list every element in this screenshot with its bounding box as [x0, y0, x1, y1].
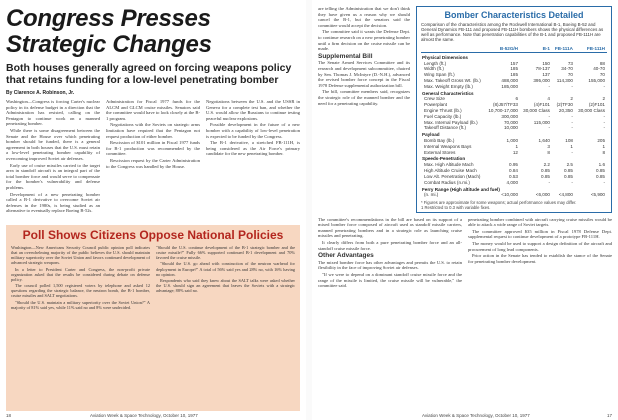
paragraph: The bill, committee members said, recognizes the strategic role of the manned bomber and the need for a penetrating capability.: [318, 89, 410, 106]
paragraph: "If we were to depend on a dominant standoff cruise missile force and the range of the missile is limited, the cruise missile will be vulnerable," the committee said.: [318, 272, 462, 289]
table-cell: 0.84: [509, 168, 518, 174]
table-cell: 0.95: [509, 162, 518, 168]
right-top-row: [318, 6, 612, 213]
paragraph: The mixed bomber force has other advantages and permits the U.S. to retain flexibility in the face of improving Soviet air defenses.: [318, 259, 462, 271]
table-cell: 0.85: [596, 168, 605, 174]
table-cell: 185,000: [501, 83, 518, 89]
group-label: General Characteristics: [422, 90, 474, 96]
table-cell: 185: [510, 72, 518, 78]
row-label: Wing Span (ft.): [424, 72, 455, 78]
table-cell: 4: [547, 96, 550, 102]
table-cell: 137: [542, 72, 550, 78]
paragraph: The committee's recommendations in the bill are based on its support of a mixed bomber force composed of aircraft used as standoff missile carriers, manned penetrating bombers and in a strategic role as launching cruise missiles and penetrating.: [318, 216, 462, 239]
table-cell: 1,000: [506, 138, 518, 144]
table-cell: 73: [567, 60, 573, 66]
table-cell: 6: [515, 96, 518, 102]
paragraph: It clearly differs from both a pure penetrating bomber force and an all-standoff cruise missile force.: [318, 240, 462, 251]
poll-columns: [11, 245, 295, 311]
table-cell: 8: [547, 149, 550, 155]
paragraph: Respondents who said they knew about the SALT talks were asked whether the U.S. should sign an agreement that leaves the Soviets with a strategic advantage; 88% said no.: [156, 277, 295, 294]
table-cell: 155,000: [588, 78, 605, 83]
row-label: Max. Internal Payload (lb.): [424, 119, 478, 125]
paragraph: are telling the Administration that we don't think they have given us a reason why we should cancel the B-1, but the senators said the committee would accept the decision.: [318, 6, 410, 28]
paragraph: Development of a new penetrating bomber called a B-1 derivative to overcome Soviet air defenses in the 1980s, is being studied as an alternative to eventually replace Boeing B-52s.: [6, 191, 100, 214]
table-cell: 2: [570, 96, 573, 102]
footer-publication-left: Aviation Week & Space Technology, October 10, 1977: [90, 413, 198, 418]
paragraph: In a letter to President Carter and Congress, the non-profit private organization asked that the results be considered during debate on defense policy.: [11, 266, 150, 282]
footer-publication-right: Aviation Week & Space Technology, October 10, 1977: [422, 413, 530, 418]
paragraph: Rescission request by the Carter Administration to the Congress was handled by the House.: [106, 157, 200, 169]
row-label: Takeoff Distance (ft.): [424, 125, 467, 131]
row-label: Internal Weapons Bays: [424, 143, 472, 149]
bomber-characteristics-box: [416, 6, 612, 213]
right-column-2: [318, 217, 462, 290]
table-cell: -: [571, 149, 573, 155]
paragraph: Possible development in the future of a new bomber with a capability of low-level penetration is expected to be funded by the Congress.: [206, 122, 300, 139]
group-label: Speeds-Penetration: [422, 156, 466, 162]
table-cell: 2.5: [566, 162, 573, 168]
table-cell: 114,300: [556, 78, 573, 83]
section-heading: Other Advantages: [318, 252, 374, 260]
column-header: FB-111H: [575, 45, 607, 53]
table-cell: 10,000: [503, 125, 518, 131]
paragraph: "Should the U.S. go ahead with construction of the neutron warhead for deployment in Europe?" A total of 56% said yes and 28% no, with 16% having no opinion.: [156, 261, 295, 277]
box-notes: [421, 200, 607, 210]
table-cell: -: [571, 119, 573, 125]
table-cell: 1,640: [538, 138, 550, 144]
table-cell: 185: [510, 66, 518, 72]
column-header: B-1: [520, 45, 552, 53]
table-header-row: [421, 45, 607, 53]
row-label: Combat Radius (n.mi.): [424, 179, 470, 185]
left-column-1: [6, 99, 100, 215]
paragraph: The committee said it wants the Defense Dept. to continue research on a new penetrating bomber until a firm decision on the cruise missile can be made.: [318, 29, 410, 52]
section-heading: Supplemental Bill: [318, 52, 373, 60]
page-number-right: 17: [606, 413, 612, 418]
table-cell: 1: [515, 143, 518, 149]
row-label: Bomb Bay (lb.): [424, 138, 455, 144]
row-label: High Altitude Cruise Mach: [424, 168, 477, 174]
table-cell: 30,000 Class: [523, 108, 550, 114]
paragraph: The Senate Armed Services Committee and its research and development subcommittee, chaired by Sen. Thomas J. McIntyre (D.-N.H.), advanced the revised bomber force concept in the Fiscal 1978 Defense supplemental authorization bill.: [318, 60, 410, 88]
table-cell: 70: [567, 72, 573, 78]
table-cell: 205: [597, 138, 605, 144]
table-cell: <5,900: [590, 192, 605, 198]
table-cell: 70,000: [503, 119, 518, 125]
row-label: Width (ft.): [424, 66, 444, 72]
table-cell: 34-70: [561, 66, 573, 72]
paragraph: The council polled 1,500 registered voters by telephone and asked 12 questions regarding the strategic balance, the neutron bomb, the B-1 bomber, cruise missiles and SALT negotiations.: [11, 283, 150, 299]
article-subhead: Both houses generally agreed on forcing weapons policy that retains funding for a low-level penetrating bomber: [6, 62, 292, 86]
paragraph: Washington—Congress is forcing Carter's nuclear policy in its defense budget in a direction that the Administration has resisted, calling on the Pentagon to continue work on a manned penetrating bomber.: [6, 99, 100, 127]
table-group-row: [421, 89, 607, 96]
table-cell: 1: [602, 143, 605, 149]
table-body: [421, 53, 607, 198]
table-cell: 70: [599, 72, 605, 78]
table-cell: 40-70: [593, 66, 605, 72]
table-cell: -: [548, 179, 550, 185]
row-label: Max. High Altitude Mach: [424, 162, 474, 168]
right-column-3: [468, 217, 612, 290]
table-cell: 157: [510, 60, 518, 66]
paragraph: The money would be used to support a design definition of the aircraft and procurement of long lead components.: [468, 241, 612, 252]
table-cell: -: [603, 179, 605, 185]
table-cell: 88: [599, 60, 605, 66]
table-cell: -: [548, 83, 550, 89]
paragraph: Early use of cruise missiles carried to the target area in standoff aircraft is an integral part of the total bomber force and would serve to compensate for the bomber's vulnerability and defense problems.: [6, 162, 100, 190]
table-cell: (2)TF30: [556, 102, 573, 108]
row-label: External Stores: [424, 149, 456, 155]
table-cell: 395,000: [533, 78, 550, 83]
table-cell: (2)F101: [588, 102, 605, 108]
characteristics-table: [421, 45, 607, 197]
article-headline: Congress Presses Strategic Changes: [6, 5, 212, 58]
table-cell: -: [571, 83, 573, 89]
row-label: Fuel Capacity (lb.): [424, 113, 462, 119]
left-column-2: [106, 99, 200, 215]
row-label: Crew Size: [424, 96, 445, 102]
right-bottom-row: [318, 217, 612, 290]
table-cell: -: [603, 125, 605, 131]
table-cell: 2: [602, 96, 605, 102]
table-cell: -: [571, 113, 573, 119]
table-cell: 78-137: [535, 66, 550, 72]
table-cell: 4,000: [506, 179, 518, 185]
paragraph: penetrating bomber combined with aircraft carrying cruise missiles would be able to attack a wide range of Soviet targets.: [468, 216, 612, 228]
group-label: Payload: [422, 132, 440, 138]
table-cell: 1: [570, 143, 573, 149]
note: * Figures are approximate for some weapons; actual performance values may differ.: [421, 199, 577, 205]
row-label: Engine Thrust (lb.): [424, 108, 462, 114]
table-cell: 8: [602, 149, 605, 155]
paragraph: The committee approved $35 million in Fiscal 1978 Defense Dept. supplemental request to continue development of a prototype FB-111H.: [468, 228, 612, 240]
box-intro: Comparison of the characteristics among the Rockwell International B-1, Boeing B-52 and General Dynamics FB-111 and proposed FB-111H bombers shows the physical differences as well as performance. Note that penetration capabilities of the B-1 and proposed FB-111H are almost the same.: [421, 22, 604, 43]
row-label: (n. mi.): [424, 192, 439, 198]
table-cell: 0.85: [541, 168, 550, 174]
table-cell: 0.85: [564, 173, 573, 179]
table-cell: 1.6: [598, 162, 605, 168]
table-cell: 300,000: [501, 113, 518, 119]
row-label: Powerplant: [424, 102, 447, 108]
table-group-row: [421, 155, 607, 162]
table-cell: 2.2: [543, 162, 550, 168]
note: 1 Restricted to 0.3 with variable fixes.: [421, 204, 491, 210]
table-cell: <10,000: [501, 192, 518, 198]
paragraph: Negotiations with the Soviets on strategic arms limitation have required that the Pentagon not request production of either bomber.: [106, 122, 200, 139]
table-cell: 20,350: [558, 108, 573, 114]
paragraph: Administration for Fiscal 1977 funds for the ALCM and GLCM cruise missiles. Senators said the committee would have to look closely at the B-1 program.: [106, 99, 200, 121]
column-header: B-52G/H: [485, 45, 520, 53]
table-cell: -: [603, 119, 605, 125]
poll-sidebar: [6, 225, 300, 411]
paragraph: "Should the U.S. maintain a military superiority over the Soviet Union?" A majority of 81% said yes, while 11% said no and 8% were undecided.: [11, 299, 150, 310]
row-label: Length (ft.): [424, 60, 447, 66]
table-cell: -: [548, 113, 550, 119]
column-header: FB-111A: [552, 45, 575, 53]
table-cell: -: [571, 179, 573, 185]
table-cell: <4,800: [558, 192, 573, 198]
right-column-1: [318, 6, 410, 213]
table-cell: 0.85: [564, 168, 573, 174]
table-cell: -: [548, 125, 550, 131]
paragraph: Prior action in the Senate has tended to establish the stance of the Senate for penetrating bomber development.: [468, 253, 612, 264]
table-cell: 115,000: [533, 119, 550, 125]
table-cell: <6,000: [535, 192, 550, 198]
group-label: Physical Dimensions: [422, 54, 468, 60]
table-cell: 488,000: [501, 78, 518, 83]
table-cell: -: [603, 113, 605, 119]
table-row: [421, 192, 607, 198]
table-cell: 0.53: [509, 173, 518, 179]
poll-title: Poll Shows Citizens Oppose National Policies: [22, 228, 284, 242]
left-column-3: [206, 99, 300, 215]
table-cell: 3: [547, 143, 550, 149]
right-page: [312, 0, 618, 420]
left-page: [0, 0, 306, 420]
table-cell: -: [571, 125, 573, 131]
row-label: Low Alt. Penetration (Mach): [424, 173, 481, 179]
paragraph: Washington—New Americans Security Council public opinion poll indicates that an overwhelming majority of the public believes the U.S. should maintain military superiority over the Soviet Union and favors continued development of advanced strategic weapons.: [11, 245, 150, 266]
paragraph: The B-1 derivative, a stretched FB-111H, is being considered as the Air Force's primary candidate for the new penetrating bomber.: [206, 140, 300, 157]
table-cell: (8)J57/TF33: [492, 102, 518, 108]
paragraph: Negotiations between the U.S. and the USSR in Geneva for a complete test ban, and whether the U.S. would allow the Russians to continue testing peaceful nuclear explosions.: [206, 99, 300, 121]
poll-column-1: [11, 245, 150, 311]
table-cell: 30,000 Class: [578, 108, 605, 114]
table-group-row: [421, 53, 607, 60]
page-number-left: 18: [6, 413, 12, 418]
table-cell: (4)F101: [533, 102, 550, 108]
group-label: Ferry Range (High altitude and fuel): [422, 186, 500, 192]
box-title: Bomber Characteristics Detailed: [444, 10, 584, 20]
table-cell: 108: [565, 138, 573, 144]
paragraph: "Should the U.S. continue development of the B-1 strategic bomber and the cruise missile?" Fully 66% supported continued B-1 development and 70% favored the cruise missile.: [156, 245, 295, 261]
table-cell: -: [603, 83, 605, 89]
poll-column-2: [156, 245, 295, 311]
table-cell: 10,700-17,000: [488, 108, 518, 114]
left-body-columns: [6, 99, 300, 215]
table-cell: 150: [542, 60, 550, 66]
column-header: [421, 45, 485, 53]
table-group-row: [421, 185, 607, 192]
table-cell: 0.85: [596, 173, 605, 179]
table-row: [421, 108, 607, 114]
paragraph: While there is some disagreement between the Senate and the House over which penetrating bomber should be funded, there is a general agreement in both houses that the U.S. must retain a low-level penetrating bomber capability of overcoming improved Soviet air defenses.: [6, 127, 100, 161]
table-group-row: [421, 131, 607, 138]
paragraph: Rescission of $101 million in Fiscal 1977 funds for B-1 production was recommended by the committee.: [106, 140, 200, 157]
row-label: Max. Weight Empty (lb.): [424, 83, 473, 89]
article-byline: By Clarence A. Robinson, Jr.: [6, 90, 75, 96]
row-label: Max. Takeoff Gross Wt. (lb.): [424, 78, 481, 83]
table-cell: 0.85: [541, 173, 550, 179]
table-cell: 12: [512, 149, 518, 155]
